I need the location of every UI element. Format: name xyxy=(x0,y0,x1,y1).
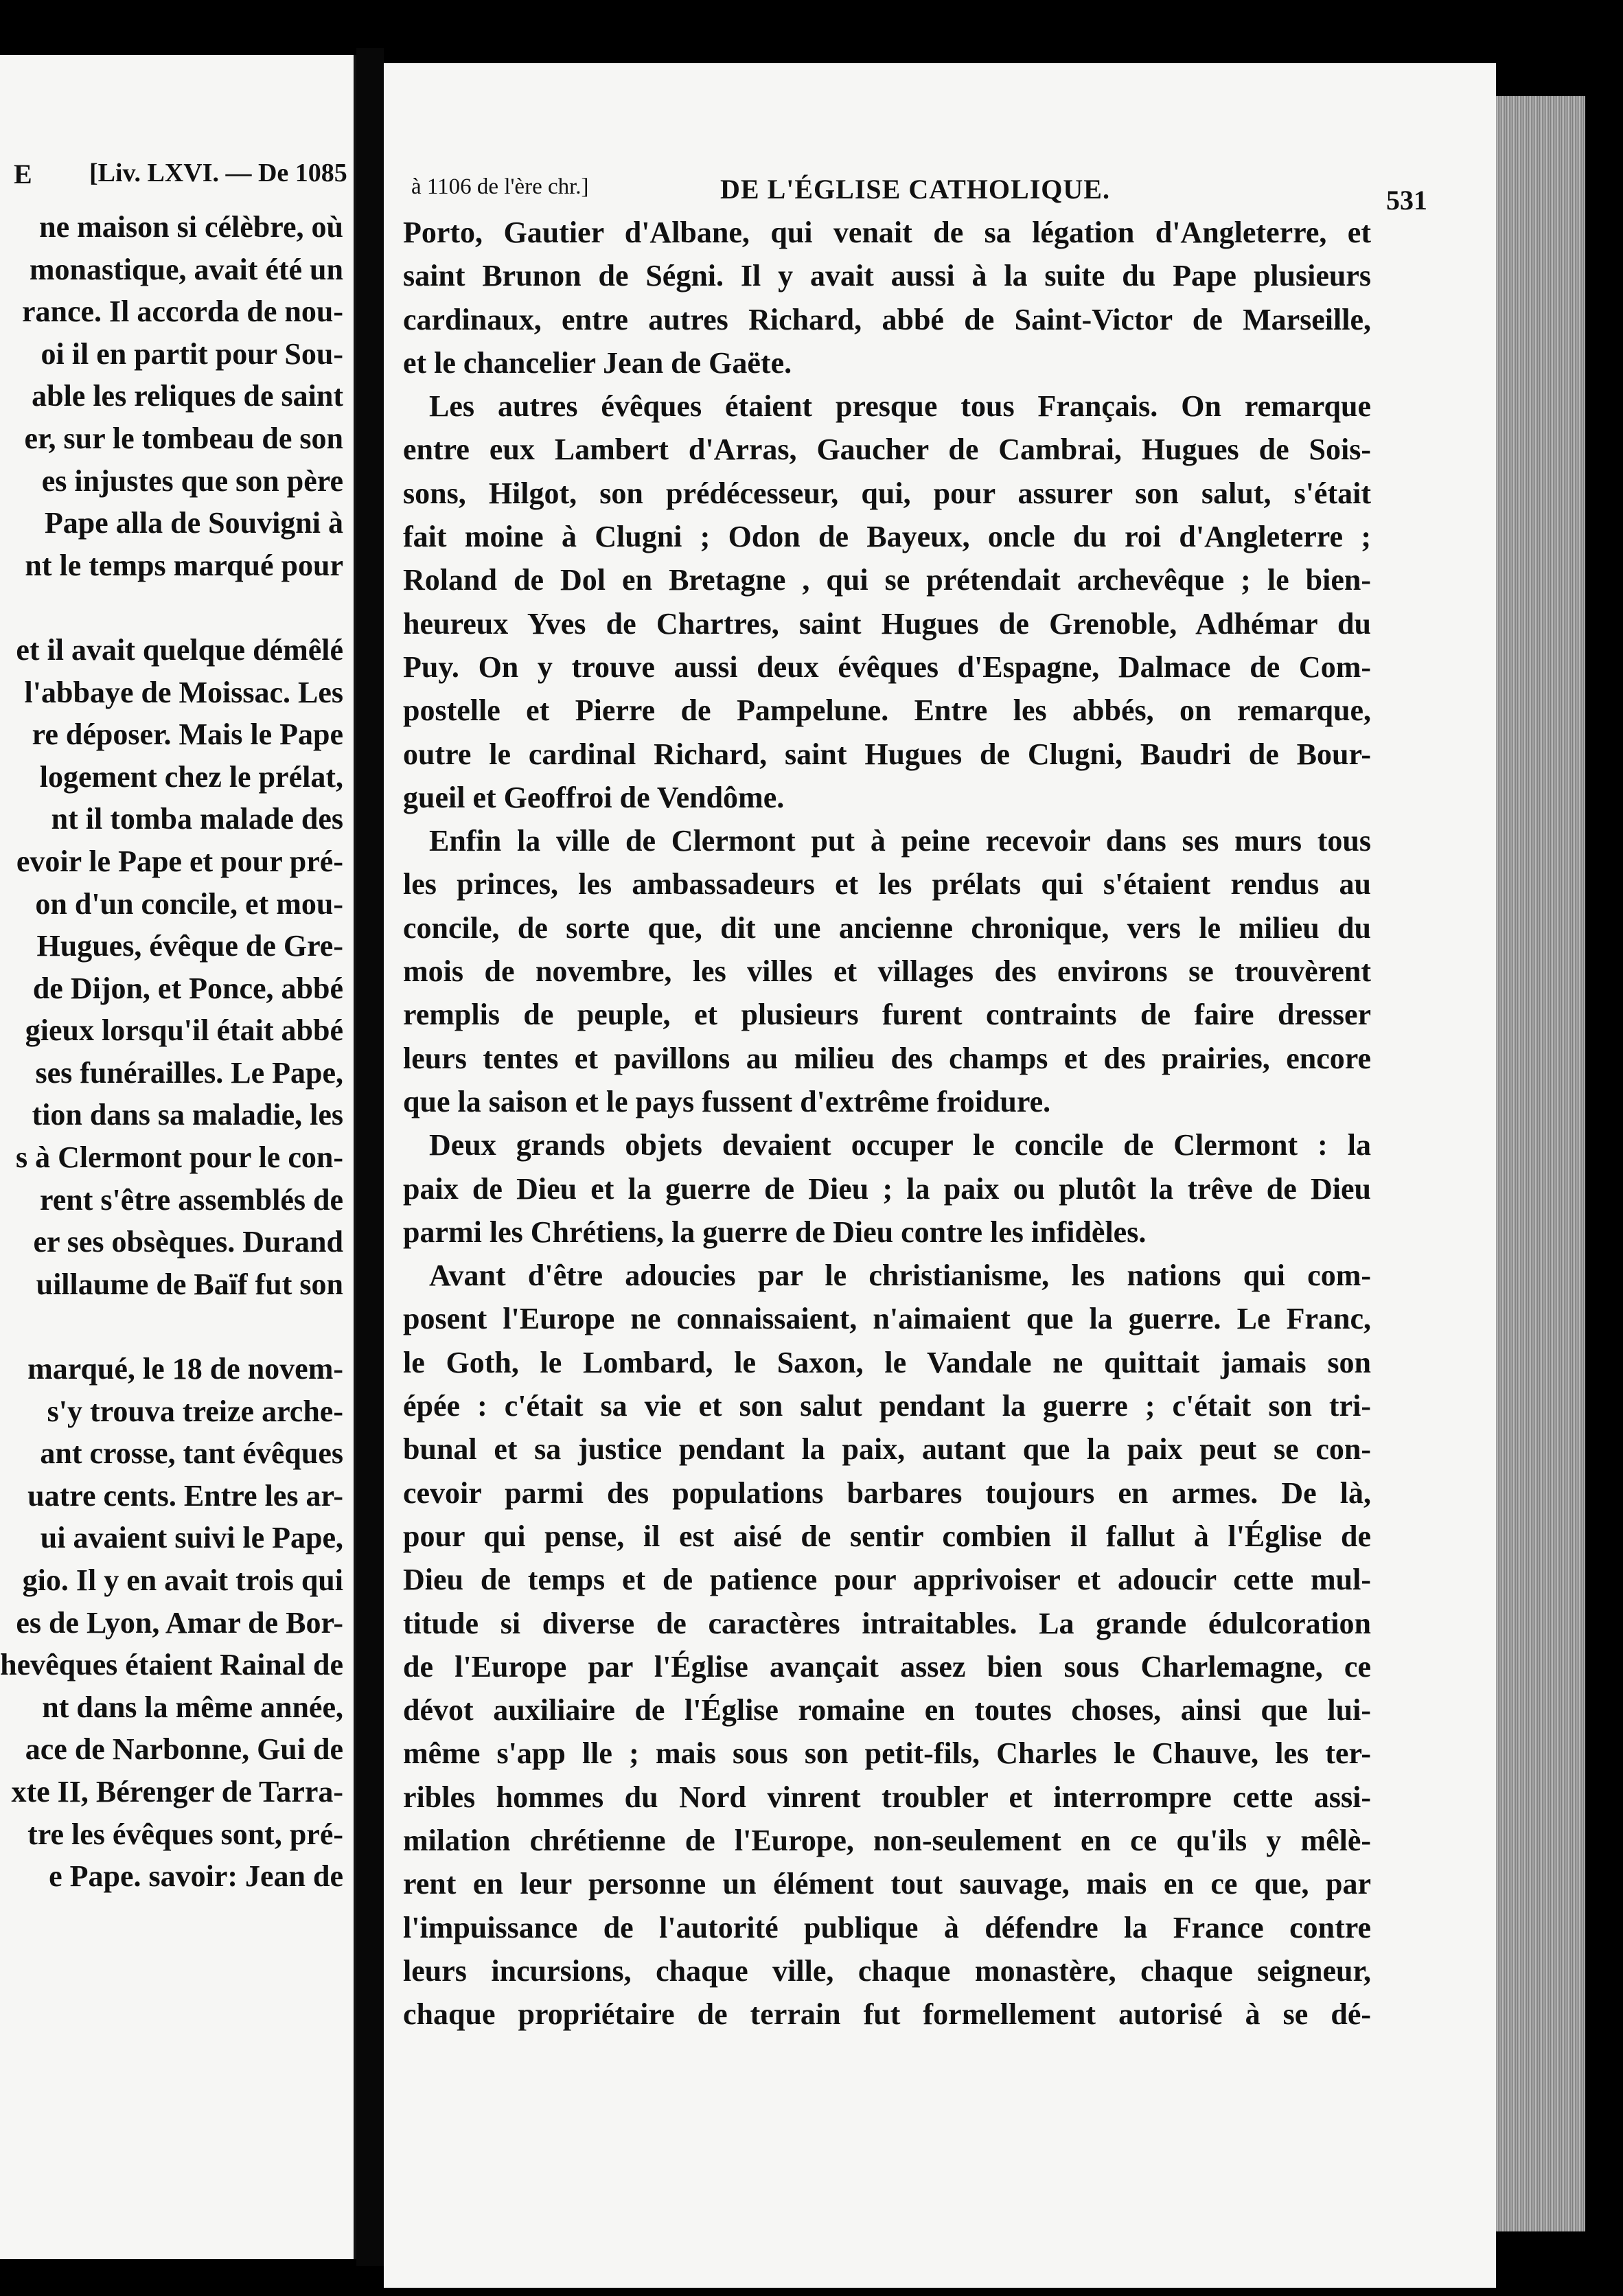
left-text-line: er ses obsèques. Durand xyxy=(33,1225,343,1259)
left-text-line: uatre cents. Entre les ar- xyxy=(27,1478,343,1513)
left-text-line: on d'un concile, et mou- xyxy=(35,886,343,921)
left-text-line: gio. Il y en avait trois qui xyxy=(22,1563,343,1597)
right-text-line: Porto, Gautier d'Albane, qui venait de sa légation d'Angleterre, et xyxy=(403,216,1371,249)
right-text-line: Les autres évêques étaient presque tous Français. On remarque xyxy=(429,389,1371,424)
right-text-line: entre eux Lambert d'Arras, Gaucher de Cambrai, Hugues de Sois- xyxy=(403,433,1371,467)
right-text-line: épée : c'était sa vie et son salut pendant la guerre ; c'était son tri- xyxy=(403,1389,1371,1423)
right-text-line: concile, de sorte que, dit une ancienne chronique, vers le milieu du xyxy=(403,910,1371,945)
left-text-line: marqué, le 18 de novem- xyxy=(27,1352,343,1386)
right-page-text xyxy=(403,211,1371,2036)
left-running-head: [Liv. LXVI. — De 1085 xyxy=(89,159,347,187)
left-text-line: monastique, avait été un xyxy=(29,252,343,286)
left-text-line: er, sur le tombeau de son xyxy=(24,421,343,455)
left-text-line: Pape alla de Souvigni à xyxy=(44,506,343,540)
right-text-line: remplis de peuple, et plusieurs furent contraints de faire dresser xyxy=(403,998,1371,1032)
right-running-head-dates: à 1106 de l'ère chr.] xyxy=(411,174,589,199)
right-text-line: paix de Dieu et la guerre de Dieu ; la paix ou plutôt la trêve de Dieu xyxy=(403,1171,1371,1206)
left-text-line: Hugues, évêque de Gre- xyxy=(36,929,343,963)
right-text-line: bunal et sa justice pendant la paix, autant que la paix peut se con- xyxy=(403,1432,1371,1467)
right-text-line: leurs incursions, chaque ville, chaque monastère, chaque seigneur, xyxy=(403,1953,1371,1988)
right-text-line: pour qui pense, il est aisé de sentir combien il fallut à l'Église de xyxy=(403,1519,1371,1553)
right-text-line: que la saison et le pays fussent d'extrême froidure. xyxy=(403,1084,1051,1118)
right-text-line: cardinaux, entre autres Richard, abbé de Saint-Victor de Marseille, xyxy=(403,302,1371,336)
left-text-line: es de Lyon, Amar de Bor- xyxy=(16,1605,343,1640)
right-text-line: Enfin la ville de Clermont put à peine recevoir dans ses murs tous xyxy=(429,824,1371,858)
right-text-line: et le chancelier Jean de Gaëte. xyxy=(403,345,792,380)
right-text-line: Deux grands objets devaient occuper le concile de Clermont : la xyxy=(429,1128,1371,1162)
right-text-line: saint Brunon de Ségni. Il y avait aussi à la suite du Pape plusieurs xyxy=(403,259,1371,293)
left-text-line: evoir le Pape et pour pré- xyxy=(16,844,343,878)
right-running-head-title: DE L'ÉGLISE CATHOLIQUE. xyxy=(720,174,1110,205)
left-text-line: de Dijon, et Ponce, abbé xyxy=(32,971,343,1005)
right-text-line: titude si diverse de caractères intraitables. La grande édulcoration xyxy=(403,1606,1371,1640)
left-text-line: xte II, Bérenger de Tarra- xyxy=(11,1774,343,1809)
left-running-head-letter: E xyxy=(14,159,32,190)
left-text-line: tre les évêques sont, pré- xyxy=(27,1817,343,1851)
right-text-line: posent l'Europe ne connaissaient, n'aimaient que la guerre. Le Franc, xyxy=(403,1302,1371,1336)
left-text-line: oi il en partit pour Sou- xyxy=(41,336,343,371)
right-text-line: rent en leur personne un élément tout sauvage, mais en ce que, par xyxy=(403,1867,1371,1901)
right-text-line: fait moine à Clugni ; Odon de Bayeux, oncle du roi d'Angleterre ; xyxy=(403,520,1371,554)
right-text-line: milation chrétienne de l'Europe, non-seulement en ce qu'ils y mêlè- xyxy=(403,1823,1371,1857)
right-text-line: Roland de Dol en Bretagne , qui se prétendait archevêque ; le bien- xyxy=(403,563,1371,597)
left-text-line: rent s'être assemblés de xyxy=(40,1182,343,1217)
left-text-line: ace de Narbonne, Gui de xyxy=(25,1732,343,1767)
left-text-line: able les reliques de saint xyxy=(32,379,343,413)
left-text-line: l'abbaye de Moissac. Les xyxy=(24,675,343,709)
left-text-line: ses funérailles. Le Pape, xyxy=(35,1055,343,1090)
left-text-line: e Pape. savoir: Jean de xyxy=(49,1859,343,1894)
left-text-line: ant crosse, tant évêques xyxy=(40,1436,343,1471)
left-text-line: ui avaient suivi le Pape, xyxy=(40,1521,343,1555)
left-text-line: nt dans la même année, xyxy=(42,1690,343,1724)
left-text-line: re déposer. Mais le Pape xyxy=(32,718,343,752)
right-text-line: gueil et Geoffroi de Vendôme. xyxy=(403,780,785,814)
left-page xyxy=(0,55,356,2259)
right-text-line: Puy. On y trouve aussi deux évêques d'Espagne, Dalmace de Com- xyxy=(403,650,1371,684)
right-text-line: parmi les Chrétiens, la guerre de Dieu contre les infidèles. xyxy=(403,1215,1147,1249)
left-page-text xyxy=(0,206,343,1898)
book-gutter xyxy=(356,48,384,2266)
right-text-line: mois de novembre, les villes et villages des environs se trouvèrent xyxy=(403,954,1371,989)
right-text-line: l'impuissance de l'autorité publique à défendre la France contre xyxy=(403,1910,1371,1944)
left-text-line: s'y trouva treize arche- xyxy=(47,1394,343,1428)
page-edges xyxy=(1496,96,1585,2231)
right-page xyxy=(384,63,1496,2288)
left-text-line: nt il tomba malade des xyxy=(51,802,343,836)
right-text-line: le Goth, le Lombard, le Saxon, le Vandale ne quittait jamais son xyxy=(403,1345,1371,1379)
right-text-line: les princes, les ambassadeurs et les prélats qui s'étaient rendus au xyxy=(403,867,1371,902)
left-text-line: ne maison si célèbre, où xyxy=(39,210,343,244)
left-text-line: nt le temps marqué pour xyxy=(25,548,343,582)
left-text-line: es injustes que son père xyxy=(41,463,343,498)
left-text-line: uillaume de Baïf fut son xyxy=(36,1267,343,1301)
right-text-line: même s'app lle ; mais sous son petit-fils, Charles le Chauve, les ter- xyxy=(403,1736,1371,1771)
right-text-line: Dieu de temps et de patience pour apprivoiser et adoucir cette mul- xyxy=(403,1563,1371,1597)
right-text-line: heureux Yves de Chartres, saint Hugues de Grenoble, Adhémar du xyxy=(403,606,1371,641)
right-text-line: cevoir parmi des populations barbares toujours en armes. De là, xyxy=(403,1476,1371,1510)
right-text-line: dévot auxiliaire de l'Église romaine en toutes choses, ainsi que lui- xyxy=(403,1693,1371,1727)
right-text-line: leurs tentes et pavillons au milieu des champs et des prairies, encore xyxy=(403,1041,1371,1075)
right-text-line: postelle et Pierre de Pampelune. Entre les abbés, on remarque, xyxy=(403,693,1371,728)
left-text-line: logement chez le prélat, xyxy=(39,759,343,794)
right-text-line: chaque propriétaire de terrain fut formellement autorisé à se dé- xyxy=(403,1997,1371,2032)
left-text-line: hevêques étaient Rainal de xyxy=(0,1648,343,1682)
right-text-line: sons, Hilgot, son prédécesseur, qui, pour assurer son salut, s'était xyxy=(403,476,1371,510)
left-text-line: et il avait quelque démêlé xyxy=(16,632,343,667)
right-text-line: outre le cardinal Richard, saint Hugues de Clugni, Baudri de Bour- xyxy=(403,737,1371,771)
left-text-line xyxy=(0,586,343,629)
left-text-line xyxy=(0,1305,343,1348)
right-text-line: de l'Europe par l'Église avançait assez bien sous Charlemagne, ce xyxy=(403,1649,1371,1684)
left-text-line: gieux lorsqu'il était abbé xyxy=(25,1013,343,1048)
left-text-line: tion dans sa maladie, les xyxy=(32,1098,343,1132)
right-text-line: Avant d'être adoucies par le christianisme, les nations qui com- xyxy=(429,1259,1371,1293)
left-text-line: rance. Il accorda de nou- xyxy=(21,295,343,329)
right-text-line: ribles hommes du Nord vinrent troubler et interrompre cette assi- xyxy=(403,1780,1371,1814)
page-number: 531 xyxy=(1386,185,1427,216)
left-text-line: s à Clermont pour le con- xyxy=(15,1140,343,1175)
